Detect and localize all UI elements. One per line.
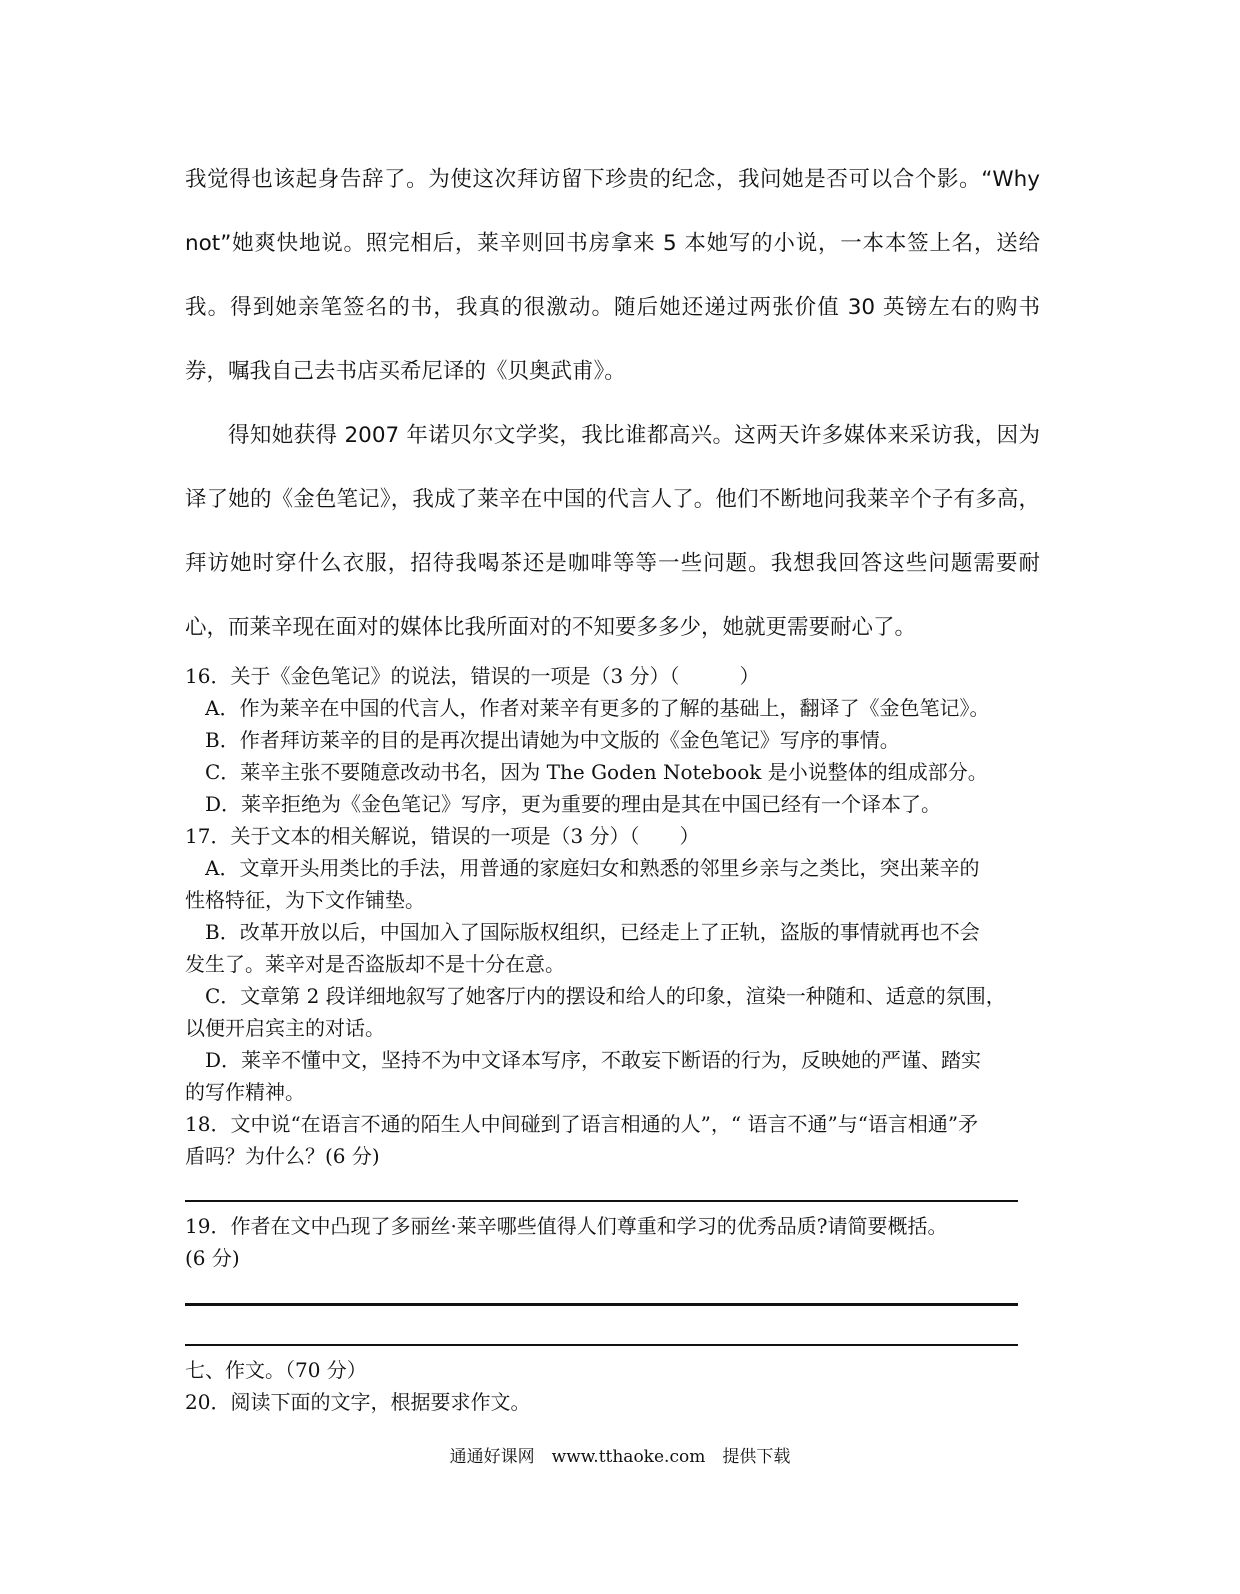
option-d: D．莱辛不懂中文，坚持不为中文译本写序，不敢妄下断语的行为，反映她的严谨、踏实: [205, 1048, 982, 1072]
question-20: 20．阅读下面的文字，根据要求作文。: [185, 1390, 531, 1414]
option-b-continued: 发生了。莱辛对是否盗版却不是十分在意。: [185, 952, 565, 976]
question-stem: 16．关于《金色笔记》的说法，错误的一项是（3 分）（ ）: [185, 664, 760, 688]
option-a-continued: 性格特征，为下文作铺垫。: [185, 888, 425, 912]
passage: [185, 148, 1040, 660]
question-19-line: (6 分): [185, 1246, 240, 1270]
section-seven: [185, 1354, 1040, 1418]
option-a: A．文章开头用类比的手法，用普通的家庭妇女和熟悉的邻里乡亲与之类比，突出莱辛的: [205, 856, 980, 880]
question-stem-17: 17．关于文本的相关解说，错误的一项是（3 分）（ ）: [185, 824, 700, 848]
option-a: A．作为莱辛在中国的代言人，作者对莱辛有更多的了解的基础上，翻译了《金色笔记》。: [205, 696, 990, 720]
passage-paragraph: 我觉得也该起身告辞了。为使这次拜访留下珍贵的纪念，我问她是否可以合个影。“Why not”她爽快地说。照完相后，莱辛则回书房拿来 5 本她写的小说，一本本签上名，送给我。得到她亲笔签名的书，我真的很激动。随后她还递过两张价值 30 英镑左右的购书券，嘱我自己去书店买希尼译的《贝奥武甫》。: [185, 167, 1040, 384]
option-c-continued: 以便开启宾主的对话。: [185, 1016, 385, 1040]
passage-paragraph: 得知她获得 2007 年诺贝尔文学奖，我比谁都高兴。这两天许多媒体来采访我，因为译了她的《金色笔记》，我成了莱辛在中国的代言人了。他们不断地问我莱辛个子有多高，拜访她时穿什么衣服，招待我喝茶还是咖啡等等一些问题。我想我回答这些问题需要耐心，而莱辛现在面对的媒体比我所面对的不知要多多少，她就更需要耐心了。: [185, 423, 1040, 640]
question-19: [185, 1210, 1040, 1274]
answer-line: [185, 1303, 1018, 1306]
question-18-line: 18．文中说“在语言不通的陌生人中间碰到了语言相通的人”，“ 语言不通”与“语言相通”矛: [185, 1112, 979, 1136]
option-c: C．文章第 2 段详细地叙写了她客厅内的摆设和给人的印象，渲染一种随和、适意的氛围，: [205, 984, 1006, 1008]
section-heading: 七、作文。（70 分）: [185, 1358, 367, 1382]
footer: 通通好课网 www.tthaoke.com 提供下载: [449, 1447, 791, 1467]
option-d-continued: 的写作精神。: [185, 1080, 305, 1104]
question-18-line: 盾吗？为什么？(6 分): [185, 1144, 380, 1168]
question-16: [185, 660, 1040, 1172]
question-19-line: 19．作者在文中凸现了多丽丝·莱辛哪些值得人们尊重和学习的优秀品质?请简要概括。: [185, 1214, 948, 1238]
option-b: B．改革开放以后，中国加入了国际版权组织，已经走上了正轨，盗版的事情就再也不会: [205, 920, 980, 944]
option-d: D．莱辛拒绝为《金色笔记》写序，更为重要的理由是其在中国已经有一个译本了。: [205, 792, 942, 816]
option-b: B．作者拜访莱辛的目的是再次提出请她为中文版的《金色笔记》写序的事情。: [205, 728, 900, 752]
answer-line: [185, 1200, 1018, 1202]
option-c: C．莱辛主张不要随意改动书名，因为 The Goden Notebook 是小说整体的组成部分。: [205, 760, 988, 784]
answer-line: [185, 1344, 1018, 1346]
